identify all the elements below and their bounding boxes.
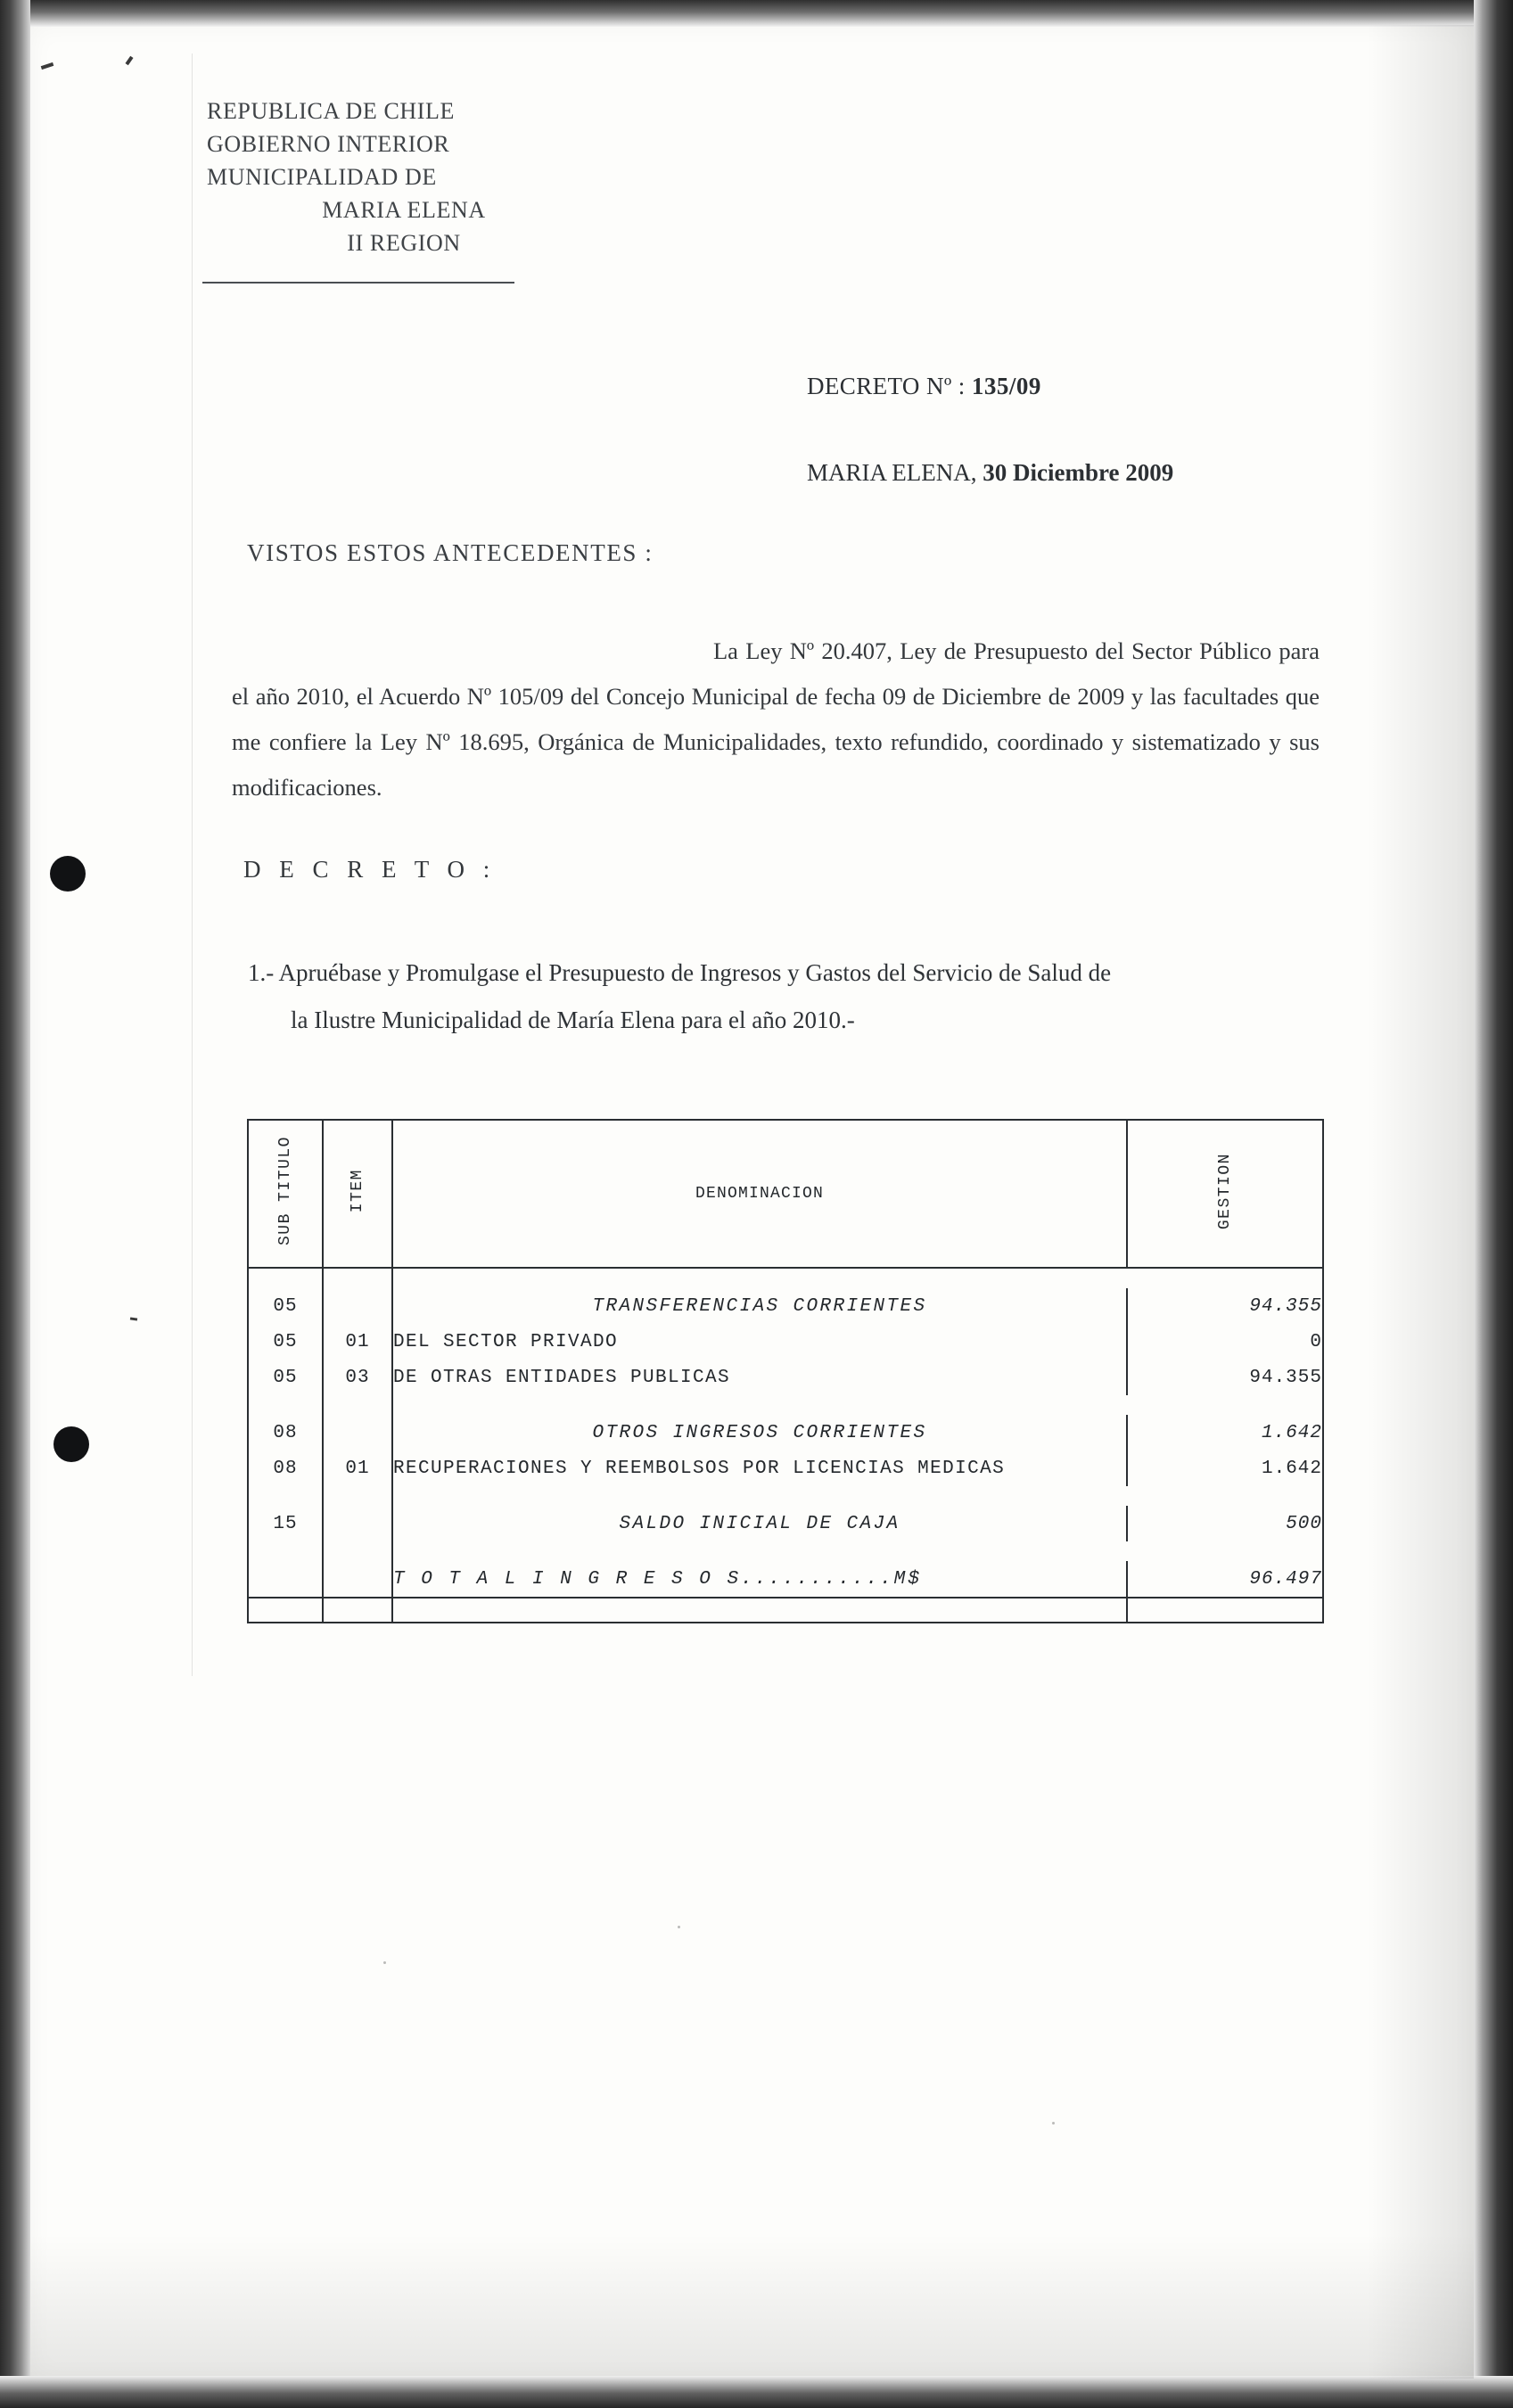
- column-header-item-text: ITEM: [349, 1169, 366, 1213]
- cell-subtitulo: 05: [248, 1324, 323, 1360]
- cell-subtitulo-empty: [248, 1561, 323, 1598]
- table-row: [248, 1360, 1323, 1395]
- bottom-strip-cell: [392, 1598, 1127, 1623]
- cell-item: 03: [323, 1360, 392, 1395]
- table-spacer-row: [248, 1486, 1323, 1506]
- column-header-gestion: [1127, 1120, 1323, 1268]
- total-gestion: 96.497: [1127, 1561, 1323, 1598]
- letterhead-line-2: GOBIERNO INTERIOR: [207, 131, 450, 157]
- letterhead-line-1: REPUBLICA DE CHILE: [207, 98, 456, 124]
- scan-edge-top: [0, 0, 1513, 27]
- bottom-strip-cell: [323, 1598, 392, 1623]
- column-header-subtitulo-text: SUB TITULO: [276, 1136, 294, 1246]
- cell-subtitulo: 15: [248, 1506, 323, 1541]
- spacer-cell: [248, 1486, 323, 1506]
- clause-one: [248, 949, 1331, 1044]
- column-header-subtitulo: [248, 1120, 323, 1268]
- bottom-strip-cell: [1127, 1598, 1323, 1623]
- scan-edge-bottom: [0, 2376, 1513, 2408]
- table-row: [248, 1415, 1323, 1451]
- column-header-denominacion: DENOMINACION: [392, 1120, 1127, 1268]
- spacer-cell: [1127, 1541, 1323, 1561]
- letterhead-line-3: MUNICIPALIDAD DE: [207, 164, 437, 190]
- clause-line-2: la Ilustre Municipalidad de María Elena para el año 2010.-: [291, 1007, 855, 1033]
- cell-gestion: 1.642: [1127, 1451, 1323, 1486]
- table-spacer-row: [248, 1395, 1323, 1415]
- spacer-cell: [392, 1395, 1127, 1415]
- recital-text: La Ley Nº 20.407, Ley de Presupuesto del Sector Público para el año 2010, el Acuerdo Nº 105/09 del Concejo Municipal de fecha 09 de Diciembre de 2009 y las facultades que me confiere la Ley Nº 18.695, Orgánica de Municipalidades, texto refundido, coordinado y sistematizado y sus modificaciones.: [232, 637, 1320, 801]
- decree-date: 30 Diciembre 2009: [983, 459, 1174, 486]
- clause-line-1: 1.- Apruébase y Promulgase el Presupuesto de Ingresos y Gastos del Servicio de Salud de: [248, 959, 1112, 986]
- cell-gestion: 500: [1127, 1506, 1323, 1541]
- cell-item: [323, 1288, 392, 1324]
- scan-edge-left: [0, 0, 30, 2408]
- spacer-cell: [248, 1541, 323, 1561]
- cell-subtitulo: 08: [248, 1415, 323, 1451]
- spacer-cell: [392, 1541, 1127, 1561]
- scan-speck: [383, 1961, 386, 1964]
- column-header-item: [323, 1120, 392, 1268]
- column-header-gestion-text: GESTION: [1216, 1152, 1234, 1230]
- table-spacer-row: [248, 1268, 1323, 1288]
- table-header-row: [248, 1120, 1323, 1268]
- table-row: [248, 1288, 1323, 1324]
- cell-gestion: 94.355: [1127, 1288, 1323, 1324]
- total-label: T O T A L I N G R E S O S...........M$: [392, 1561, 1127, 1598]
- cell-subtitulo: 05: [248, 1288, 323, 1324]
- budget-table: [247, 1119, 1324, 1623]
- cell-item: [323, 1415, 392, 1451]
- spacer-cell: [1127, 1486, 1323, 1506]
- table-total-row: [248, 1561, 1323, 1598]
- decree-number-label: DECRETO Nº :: [807, 373, 966, 399]
- cell-denominacion: RECUPERACIONES Y REEMBOLSOS POR LICENCIAS MEDICAS: [392, 1451, 1127, 1486]
- spacer-cell: [323, 1268, 392, 1288]
- letterhead-line-5: II REGION: [347, 230, 461, 256]
- budget-table-wrapper: [247, 1119, 1322, 1623]
- letterhead-divider: [202, 282, 514, 284]
- cell-item: [323, 1506, 392, 1541]
- cell-denominacion: TRANSFERENCIAS CORRIENTES: [392, 1288, 1127, 1324]
- spacer-cell: [323, 1395, 392, 1415]
- spacer-cell: [1127, 1268, 1323, 1288]
- spacer-cell: [1127, 1395, 1323, 1415]
- decree-number-line: [807, 373, 1041, 400]
- table-spacer-row: [248, 1541, 1323, 1561]
- decree-number-value: 135/09: [971, 373, 1041, 399]
- cell-item-empty: [323, 1561, 392, 1598]
- spacer-cell: [248, 1395, 323, 1415]
- scan-speck: [678, 1926, 680, 1928]
- place-date-line: [807, 459, 1173, 487]
- margin-rule: [192, 53, 193, 1676]
- scan-speck: [1052, 2122, 1055, 2124]
- cell-item: 01: [323, 1324, 392, 1360]
- decree-place: MARIA ELENA,: [807, 459, 977, 486]
- cell-denominacion: OTROS INGRESOS CORRIENTES: [392, 1415, 1127, 1451]
- recital-paragraph: [232, 629, 1320, 810]
- spacer-cell: [392, 1486, 1127, 1506]
- table-row: [248, 1506, 1323, 1541]
- spacer-cell: [392, 1268, 1127, 1288]
- cell-denominacion: DEL SECTOR PRIVADO: [392, 1324, 1127, 1360]
- cell-gestion: 1.642: [1127, 1415, 1323, 1451]
- letterhead-line-4: MARIA ELENA: [322, 197, 486, 223]
- bottom-strip-cell: [248, 1598, 323, 1623]
- cell-denominacion: DE OTRAS ENTIDADES PUBLICAS: [392, 1360, 1127, 1395]
- cell-subtitulo: 08: [248, 1451, 323, 1486]
- vistos-heading: VISTOS ESTOS ANTECEDENTES :: [247, 539, 654, 566]
- hole-punch-lower: [53, 1426, 89, 1462]
- hole-punch-upper: [50, 856, 86, 892]
- table-row: [248, 1451, 1323, 1486]
- table-bottom-strip: [248, 1598, 1323, 1623]
- cell-item: 01: [323, 1451, 392, 1486]
- letterhead: [207, 95, 581, 259]
- decreto-heading: D E C R E T O :: [243, 856, 497, 883]
- scan-edge-right: [1474, 0, 1513, 2408]
- spacer-cell: [248, 1268, 323, 1288]
- cell-denominacion: SALDO INICIAL DE CAJA: [392, 1506, 1127, 1541]
- cell-gestion: 94.355: [1127, 1360, 1323, 1395]
- cell-subtitulo: 05: [248, 1360, 323, 1395]
- cell-gestion: 0: [1127, 1324, 1323, 1360]
- spacer-cell: [323, 1486, 392, 1506]
- spacer-cell: [323, 1541, 392, 1561]
- table-row: [248, 1324, 1323, 1360]
